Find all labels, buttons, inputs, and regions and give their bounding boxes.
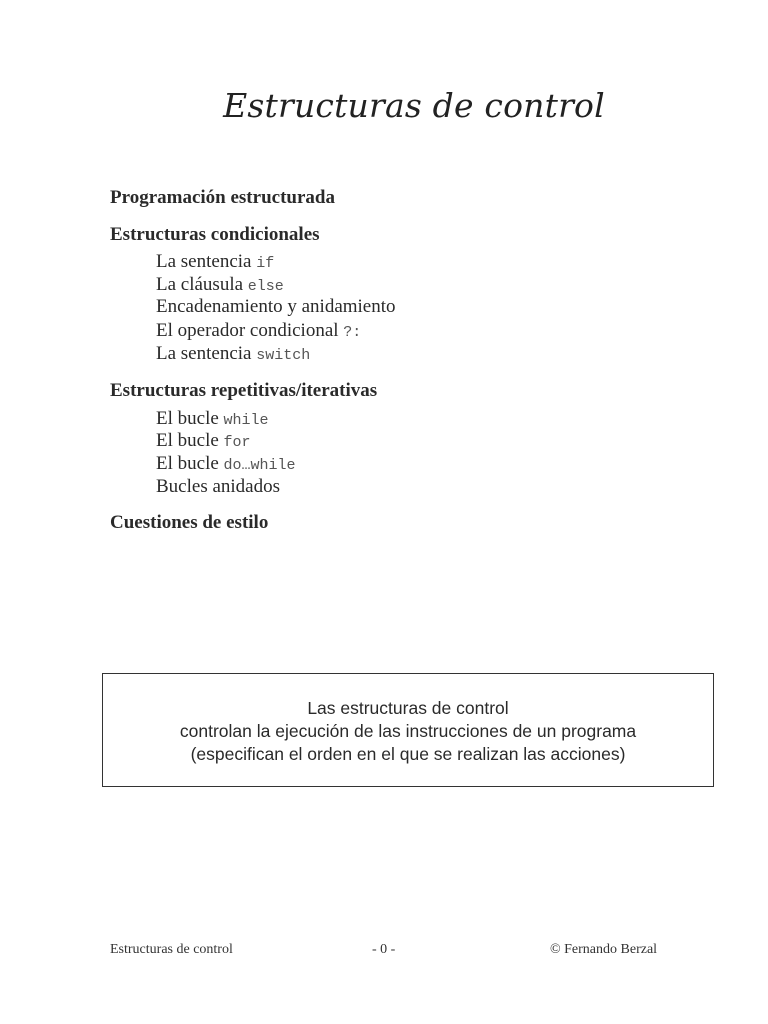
code-keyword: ?: [343, 324, 362, 341]
list-item [156, 430, 251, 452]
section-heading-condicionales: Estructuras condicionales [110, 224, 320, 245]
list-item-text: Encadenamiento y anidamiento [156, 296, 396, 317]
definition-box [102, 673, 714, 787]
list-item [156, 408, 269, 430]
list-item [156, 453, 296, 475]
list-item-text: Bucles anidados [156, 476, 281, 497]
definition-line-1: Las estructuras de control [307, 698, 509, 718]
list-item-text: La cláusula [156, 274, 248, 295]
code-keyword: while [223, 412, 269, 429]
list-item [156, 320, 361, 342]
list-item-text: El bucle [156, 453, 224, 474]
list-item [156, 343, 310, 365]
section-heading-estilo: Cuestiones de estilo [110, 512, 269, 533]
code-keyword: switch [256, 347, 311, 364]
code-keyword: else [247, 278, 284, 295]
page-title: Estructuras de control [223, 86, 605, 125]
list-item-text: La sentencia [156, 251, 257, 272]
list-item-text: El bucle [156, 408, 224, 429]
code-keyword: for [223, 434, 251, 451]
list-item [156, 476, 280, 498]
list-item [156, 251, 274, 273]
list-item [156, 274, 284, 296]
list-item-text: El bucle [156, 430, 224, 451]
definition-line-3: (especifican el orden en el que se realizan las acciones) [190, 744, 626, 764]
list-item-text: La sentencia [156, 343, 257, 364]
list-item [156, 296, 396, 318]
section-heading-repetitivas: Estructuras repetitivas/iterativas [110, 380, 378, 401]
code-keyword: do…while [223, 457, 296, 474]
section-heading-programacion: Programación estructurada [110, 187, 335, 208]
footer-page-number: - 0 - [372, 942, 396, 957]
definition-line-2: controlan la ejecución de las instrucciones de un programa [179, 721, 637, 741]
footer-copyright: © Fernando Berzal [550, 942, 658, 957]
list-item-text: El operador condicional [156, 320, 344, 341]
code-keyword: if [256, 255, 275, 272]
footer-title: Estructuras de control [110, 942, 233, 957]
